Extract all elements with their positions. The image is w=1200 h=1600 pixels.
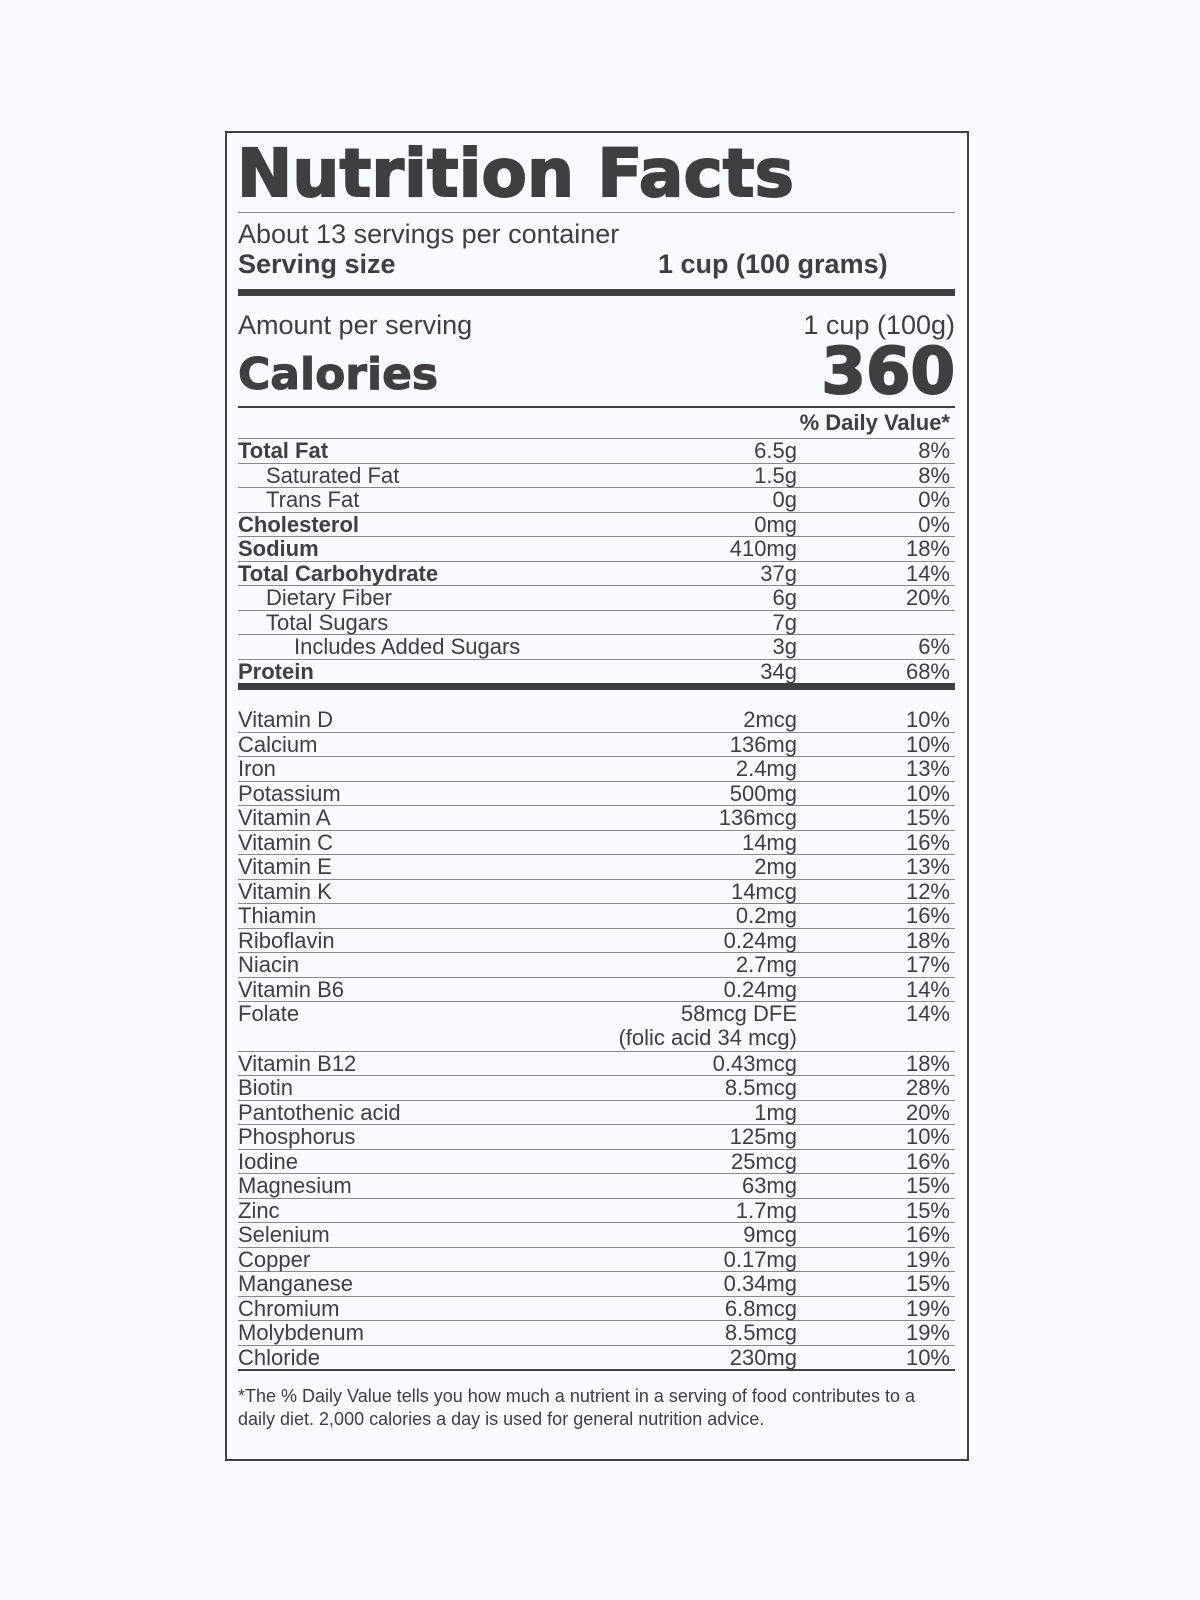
nutrient-name: Dietary Fiber [266, 585, 392, 610]
thick-divider [238, 683, 955, 690]
amount-per-serving-value: 1 cup (100g) [803, 310, 955, 340]
serving-size-row [238, 249, 955, 289]
nutrient-row [238, 635, 955, 660]
vitamin-daily-value: 19% [905, 1246, 950, 1272]
nutrient-daily-value: 68% [905, 658, 950, 684]
divider [238, 212, 955, 213]
vitamin-name: Calcium [238, 731, 318, 757]
nutrient-daily-value: 8% [918, 438, 950, 463]
nutrient-amount: 7g [772, 609, 797, 635]
nutrient-row [238, 488, 955, 513]
vitamin-daily-value: 18% [905, 1050, 950, 1076]
vitamin-daily-value: 15% [905, 1271, 950, 1296]
nutrient-row [238, 537, 955, 562]
vitamin-row [238, 782, 955, 807]
vitamin-daily-value: 10% [905, 780, 950, 806]
serving-size-label: Serving size [238, 249, 396, 279]
vitamin-amount: 0.24mg [723, 976, 797, 1002]
nutrient-name: Sodium [238, 536, 319, 561]
vitamin-row [238, 733, 955, 758]
vitamin-amount: 9mcg [743, 1222, 797, 1247]
vitamin-daily-value: 12% [905, 878, 950, 904]
vitamin-name: Biotin [238, 1075, 294, 1100]
vitamin-name: Vitamin K [238, 878, 332, 904]
vitamin-amount: 136mg [729, 731, 797, 757]
vitamin-amount: 14mcg [730, 878, 797, 904]
vitamin-row [238, 1150, 955, 1175]
serving-size-value: 1 cup (100 grams) [658, 249, 888, 279]
vitamin-name: Manganese [238, 1271, 353, 1296]
thick-divider [238, 289, 955, 296]
vitamin-name: Vitamin A [238, 805, 331, 830]
nutrient-name: Saturated Fat [266, 462, 400, 488]
vitamin-row [238, 806, 955, 831]
vitamin-name: Iodine [238, 1148, 298, 1174]
vitamin-row [238, 1272, 955, 1297]
vitamin-row [238, 1076, 955, 1101]
vitamin-daily-value: 14% [905, 976, 950, 1002]
nutrient-amount: 6g [772, 585, 797, 610]
nutrient-name: Total Sugars [266, 609, 389, 635]
daily-value-footnote: *The % Daily Value tells you how much a nutrient in a serving of food contributes to a daily diet. 2,000 calories a day is used for general nutrition advice. [238, 1386, 916, 1429]
vitamin-row [238, 1101, 955, 1126]
vitamin-name: Folate [238, 1001, 300, 1026]
vitamin-amount: 2mg [754, 854, 797, 879]
vitamin-amount: 136mcg [718, 805, 797, 830]
vitamin-name: Iron [238, 756, 276, 781]
vitamin-amount: 63mg [741, 1173, 797, 1198]
vitamin-row [238, 855, 955, 880]
nutrient-amount: 6.5g [754, 438, 797, 463]
vitamin-amount: 14mg [741, 829, 797, 855]
nutrient-list [238, 439, 955, 683]
vitamin-row [238, 1223, 955, 1248]
nutrient-row [238, 562, 955, 587]
nutrition-facts-label [225, 131, 969, 1461]
vitamin-row [238, 831, 955, 856]
vitamin-row [238, 1174, 955, 1199]
vitamin-row [238, 1002, 955, 1052]
vitamin-row [238, 880, 955, 905]
vitamin-amount: 0.24mg [723, 927, 797, 953]
nutrient-daily-value [797, 611, 955, 635]
vitamin-amount: 2mcg [743, 707, 797, 732]
label-title: Nutrition Facts [237, 135, 795, 212]
vitamin-daily-value: 15% [905, 1173, 950, 1198]
vitamin-name: Vitamin B6 [238, 976, 344, 1002]
vitamin-name: Molybdenum [238, 1320, 364, 1345]
vitamin-name: Copper [238, 1246, 311, 1272]
vitamin-row [238, 1321, 955, 1346]
vitamin-name: Riboflavin [238, 927, 335, 953]
vitamin-row [238, 1052, 955, 1077]
amount-per-serving-label: Amount per serving [238, 310, 473, 340]
vitamin-daily-value: 15% [905, 1197, 950, 1223]
nutrient-daily-value: 0% [918, 487, 950, 512]
vitamin-daily-value: 16% [905, 1148, 950, 1174]
vitamin-row [238, 1346, 955, 1372]
vitamin-daily-value: 28% [905, 1075, 950, 1100]
nutrient-name: Trans Fat [266, 487, 360, 512]
nutrient-row [238, 439, 955, 464]
vitamin-amount: 125mg [729, 1124, 797, 1149]
daily-value-header: % Daily Value* [238, 408, 955, 439]
nutrient-row [238, 611, 955, 636]
vitamin-amount: 2.7mg [735, 952, 797, 977]
nutrient-amount: 0mg [754, 511, 797, 537]
vitamin-daily-value: 13% [905, 756, 950, 781]
calories-row [238, 335, 955, 409]
vitamin-name: Pantothenic acid [238, 1099, 401, 1125]
vitamin-amount: 1.7mg [735, 1197, 797, 1223]
vitamin-daily-value: 19% [905, 1320, 950, 1345]
nutrient-row [238, 464, 955, 489]
nutrient-amount: 3g [772, 634, 797, 659]
vitamin-daily-value: 10% [905, 1344, 950, 1370]
calories-value: 360 [821, 335, 955, 409]
vitamin-amount: 8.5mcg [724, 1075, 797, 1100]
vitamin-daily-value: 13% [905, 854, 950, 879]
vitamin-name: Selenium [238, 1222, 330, 1247]
nutrient-amount: 0g [772, 487, 797, 512]
vitamin-daily-value: 16% [905, 829, 950, 855]
vitamin-amount: 1mg [754, 1099, 797, 1125]
nutrient-row [238, 660, 955, 684]
vitamin-row [238, 1199, 955, 1224]
vitamin-amount: 6.8mcg [724, 1295, 797, 1321]
vitamin-daily-value: 19% [905, 1295, 950, 1321]
vitamin-row [238, 1125, 955, 1150]
vitamin-daily-value: 10% [905, 707, 950, 732]
nutrient-name: Includes Added Sugars [294, 634, 521, 659]
vitamin-row [238, 1297, 955, 1322]
vitamin-row [238, 1248, 955, 1273]
vitamin-row [238, 904, 955, 929]
vitamin-amount: 0.43mcg [712, 1050, 797, 1076]
vitamin-row [238, 953, 955, 978]
vitamin-name: Vitamin D [238, 707, 333, 732]
vitamin-name: Magnesium [238, 1173, 352, 1198]
vitamin-daily-value: 10% [905, 1124, 950, 1149]
vitamin-name: Vitamin E [238, 854, 332, 879]
vitamin-amount: 230mg [729, 1344, 797, 1370]
nutrient-row [238, 513, 955, 538]
vitamin-row [238, 757, 955, 782]
vitamin-amount: 0.2mg [735, 903, 797, 928]
nutrient-amount: 1.5g [754, 462, 797, 488]
vitamin-daily-value: 10% [905, 731, 950, 757]
nutrient-daily-value: 14% [905, 560, 950, 586]
vitamin-name: Vitamin C [238, 829, 333, 855]
nutrient-name: Cholesterol [238, 511, 360, 537]
vitamin-amount: 0.34mg [723, 1271, 797, 1296]
nutrient-name: Protein [238, 658, 314, 684]
vitamin-name: Thiamin [238, 903, 317, 928]
vitamin-daily-value: 16% [905, 1222, 950, 1247]
servings-per-container: About 13 servings per container [238, 219, 620, 249]
vitamin-list [238, 708, 955, 1371]
vitamin-name: Zinc [238, 1197, 280, 1223]
vitamin-daily-value: 17% [905, 952, 950, 977]
vitamin-daily-value: 15% [905, 805, 950, 830]
vitamin-amount: 58mcg DFE (folic acid 34 mcg) [618, 1001, 797, 1050]
nutrient-name: Total Carbohydrate [238, 560, 439, 586]
nutrient-row [238, 586, 955, 611]
nutrient-daily-value: 8% [918, 462, 950, 488]
vitamin-name: Vitamin B12 [238, 1050, 357, 1076]
vitamin-row [238, 929, 955, 954]
nutrient-amount: 410mg [729, 536, 797, 561]
nutrient-daily-value: 0% [918, 511, 950, 537]
nutrient-daily-value: 20% [905, 585, 950, 610]
vitamin-row [238, 978, 955, 1003]
nutrient-amount: 34g [760, 658, 797, 684]
vitamin-name: Niacin [238, 952, 300, 977]
vitamin-amount: 0.17mg [723, 1246, 797, 1272]
vitamin-amount: 500mg [729, 780, 797, 806]
nutrient-daily-value: 6% [918, 634, 950, 659]
calories-label: Calories [238, 349, 439, 400]
vitamin-daily-value: 14% [905, 1001, 950, 1026]
vitamin-daily-value: 20% [905, 1099, 950, 1125]
nutrient-daily-value: 18% [905, 536, 950, 561]
vitamin-daily-value: 16% [905, 903, 950, 928]
vitamin-amount: 2.4mg [735, 756, 797, 781]
nutrient-name: Total Fat [238, 438, 329, 463]
vitamin-name: Chromium [238, 1295, 340, 1321]
vitamin-name: Chloride [238, 1344, 320, 1370]
vitamin-name: Phosphorus [238, 1124, 356, 1149]
vitamin-amount: 25mcg [730, 1148, 797, 1174]
vitamin-amount: 8.5mcg [724, 1320, 797, 1345]
vitamin-name: Potassium [238, 780, 341, 806]
vitamin-daily-value: 18% [905, 927, 950, 953]
vitamin-row [238, 708, 955, 733]
nutrient-amount: 37g [760, 560, 797, 586]
